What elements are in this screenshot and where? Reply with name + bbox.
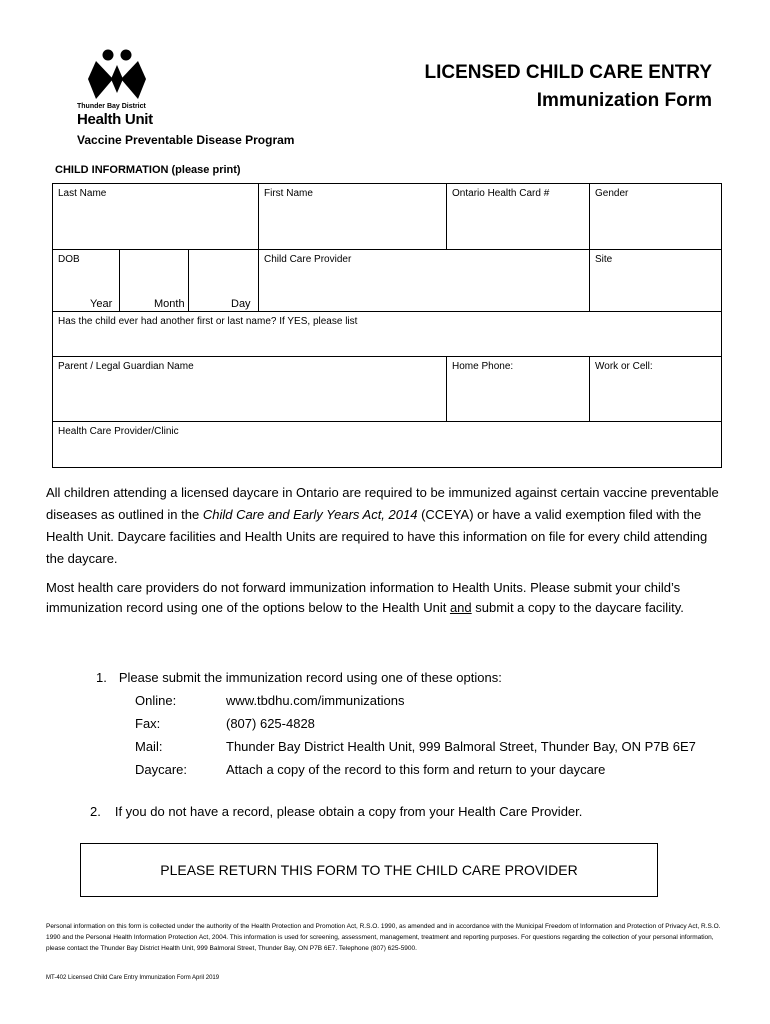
site-label: Site: [595, 254, 613, 265]
form-title: LICENSED CHILD CARE ENTRY: [424, 62, 712, 83]
option-mail-label: Mail:: [135, 739, 163, 754]
child-info-table: [52, 183, 722, 468]
year-label: Year: [90, 298, 113, 310]
return-notice: PLEASE RETURN THIS FORM TO THE CHILD CARE PROVIDER: [160, 862, 578, 878]
child-care-provider-label: Child Care Provider: [264, 254, 352, 265]
org-name-small: Thunder Bay District: [77, 103, 146, 110]
other-name-field[interactable]: [53, 312, 722, 357]
emphasis-and: and: [449, 599, 472, 615]
health-card-label: Ontario Health Card #: [452, 188, 550, 199]
other-name-label: Has the child ever had another first or last name? If YES, please list: [58, 316, 358, 327]
list-item-2: 2. If you do not have a record, please obtain a copy from your Health Care Provider.: [90, 804, 583, 819]
program-name: Vaccine Preventable Disease Program: [77, 133, 295, 147]
dob-month-field[interactable]: [120, 250, 189, 312]
option-online-link[interactable]: www.tbdhu.com/immunizations: [226, 693, 405, 708]
health-care-provider-field[interactable]: [53, 422, 722, 468]
health-card-field[interactable]: [447, 184, 590, 250]
dob-year-field[interactable]: [53, 250, 120, 312]
guardian-name-label: Parent / Legal Guardian Name: [58, 361, 194, 372]
first-name-field[interactable]: [259, 184, 447, 250]
org-name: Health Unit: [77, 111, 153, 128]
option-mail-value: Thunder Bay District Health Unit, 999 Balmoral Street, Thunder Bay, ON P7B 6E7: [226, 739, 696, 754]
option-daycare-value: Attach a copy of the record to this form and return to your daycare: [226, 762, 606, 777]
option-fax-label: Fax:: [135, 716, 161, 731]
last-name-field[interactable]: [53, 184, 259, 250]
act-name: Child Care and Early Years Act, 2014: [202, 507, 418, 522]
last-name-label: Last Name: [58, 188, 107, 199]
option-fax-value: (807) 625-4828: [226, 716, 315, 731]
work-cell-field[interactable]: [590, 357, 722, 422]
dob-day-field[interactable]: [189, 250, 259, 312]
day-label: Day: [231, 298, 251, 310]
dob-label: DOB: [58, 254, 80, 265]
privacy-notice: Personal information on this form is collected under the authority of the Health Protection and Promotion Act, R.S.O. 1990, as amended and in accordance with the Municipal Freedom of Information and Protection of Privacy Act, R.S.O. 1990 and the Personal Health Information Protection Act, 2004. This information is used for screening, assessment, management, treatment and reporting purposes. For questions regarding the collection of your personal information, please contact the Thunder Bay District Health Unit, 999 Balmoral Street, Thunder Bay, ON P7B 6E7. Telephone (807) 625-5900.: [46, 923, 721, 952]
paragraph-requirements: All children attending a licensed daycare in Ontario are required to be immunized against certain vaccine preventable diseases as outlined in the Child Care and Early Years Act, 2014 (CCEYA) or have a valid exemption filed with the Health Unit. Daycare facilities and Health Units are required to have this information on file for every child attending the daycare.: [46, 485, 719, 566]
month-label: Month: [154, 298, 185, 310]
section-title-child-info: CHILD INFORMATION (please print): [55, 164, 241, 176]
option-online-label: Online:: [135, 693, 177, 708]
gender-field[interactable]: [590, 184, 722, 250]
home-phone-label: Home Phone:: [452, 361, 514, 372]
list-item-1: 1. Please submit the immunization record using one of these options:: [96, 670, 502, 685]
form-number: MT-402 Licensed Child Care Entry Immunization Form April 2019: [46, 975, 220, 981]
child-care-provider-field[interactable]: [259, 250, 590, 312]
health-care-provider-label: Health Care Provider/Clinic: [58, 426, 179, 437]
return-notice-box: [80, 843, 658, 897]
work-cell-label: Work or Cell:: [595, 361, 653, 372]
site-field[interactable]: [590, 250, 722, 312]
first-name-label: First Name: [264, 188, 313, 199]
guardian-name-field[interactable]: [53, 357, 447, 422]
paragraph-submission: Most health care providers do not forward immunization information to Health Units. Please submit your child’s immunization record using one of the options below to the Health Unit and submit a copy to the daycare facility.: [46, 580, 684, 615]
gender-label: Gender: [595, 188, 629, 199]
option-daycare-label: Daycare:: [135, 762, 188, 777]
form-subtitle: Immunization Form: [536, 90, 712, 111]
home-phone-field[interactable]: [447, 357, 590, 422]
